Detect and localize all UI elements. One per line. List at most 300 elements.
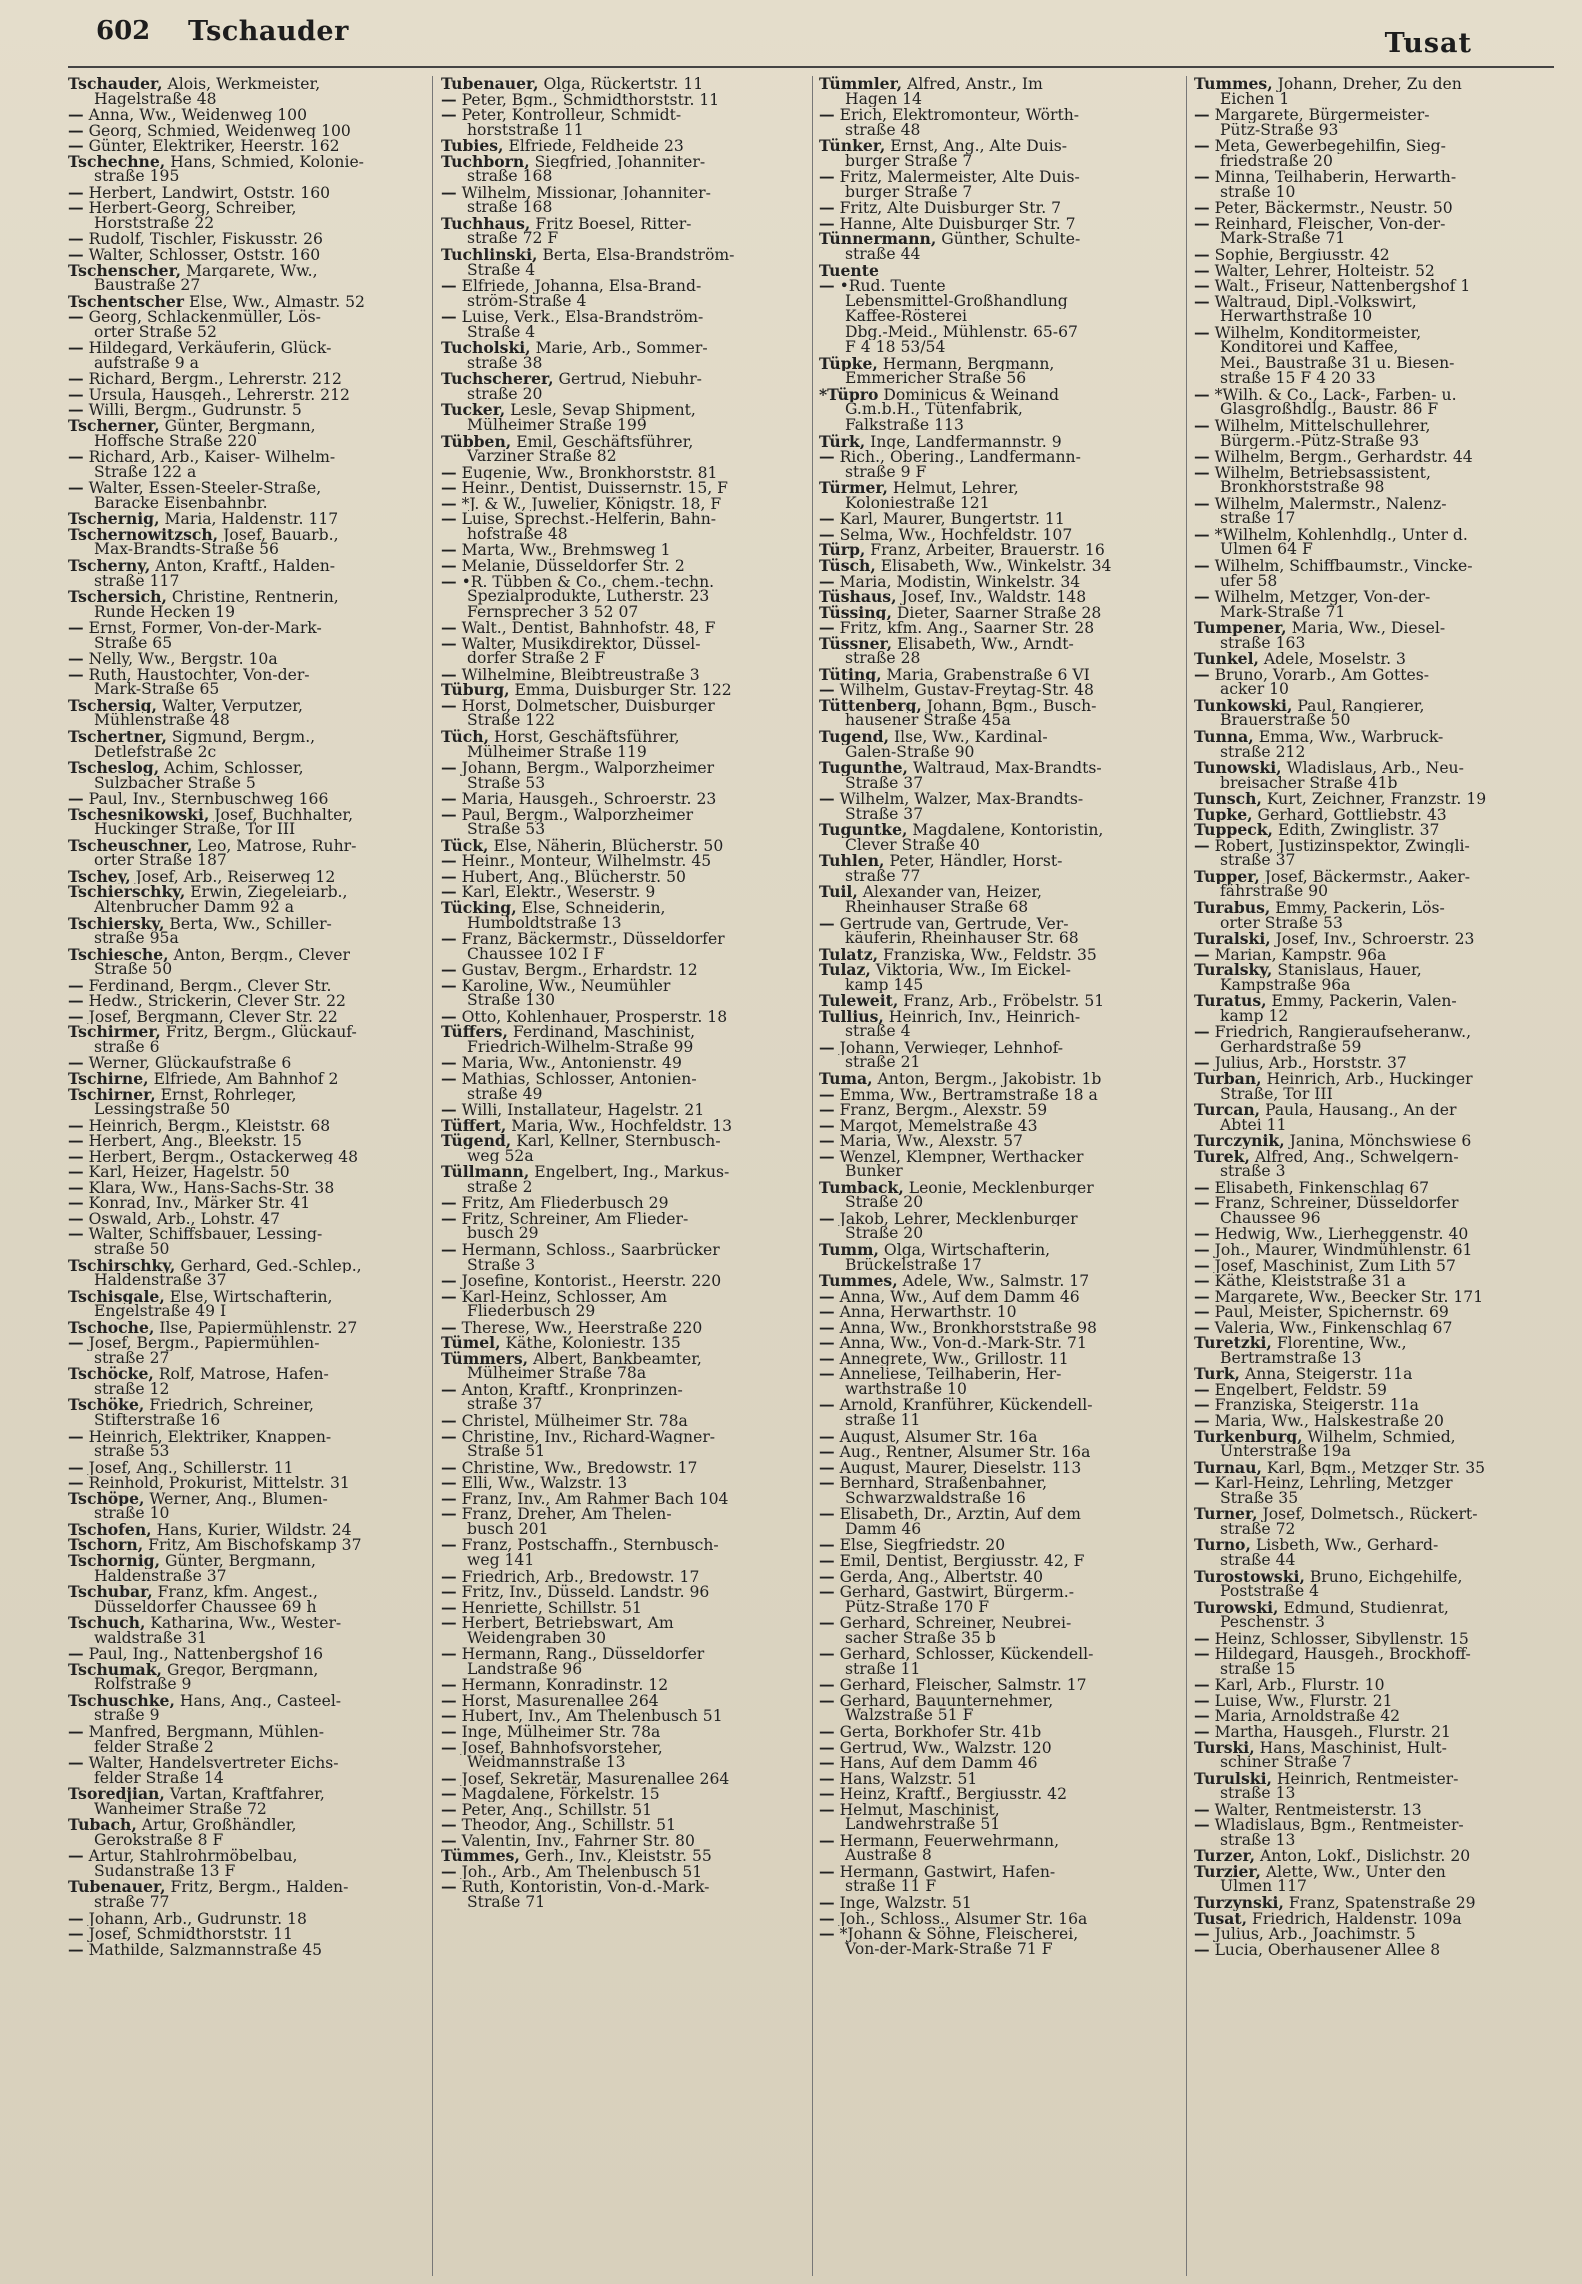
entry-first-line — [819, 1553, 1176, 1569]
entry-text: Richard, Bergm., Lehrerstr. 212 — [88, 371, 342, 387]
entry-first-line — [441, 1491, 805, 1507]
entry-name: Tubach, — [68, 1817, 137, 1833]
directory-entry — [819, 1429, 1176, 1445]
entry-text: Elisabeth, Ww., Winkelstr. 34 — [880, 557, 1112, 574]
entry-continuation-line — [441, 745, 805, 761]
entry-text: Franz, Bäckermstr., Düsseldorfer — [461, 931, 725, 947]
entry-name: — — [68, 231, 84, 248]
entry-name: — — [441, 278, 457, 294]
entry-first-line — [68, 1553, 423, 1569]
entry-text: Sudanstraße 13 F — [94, 1863, 236, 1880]
entry-text: Josef, Inv., Waldstr. 148 — [901, 589, 1087, 605]
entry-first-line — [1194, 1817, 1554, 1833]
entry-name: — — [441, 962, 457, 978]
entry-text: Richard, Arb., Kaiser- Wilhelm- — [88, 449, 336, 465]
entry-continuation-line — [441, 231, 805, 247]
entry-text: Gerhardstraße 59 — [1220, 1039, 1362, 1056]
directory-entry — [819, 1211, 1176, 1242]
entry-first-line — [1194, 807, 1554, 823]
entry-first-line — [441, 480, 805, 496]
entry-first-line — [68, 1009, 423, 1025]
entry-text: straße 49 — [467, 1086, 543, 1103]
entry-text: Gerhard, Fleischer, Salmstr. 17 — [839, 1677, 1087, 1693]
entry-name: Tugend, — [819, 728, 890, 745]
directory-entry — [819, 216, 1176, 232]
directory-entry — [1194, 791, 1554, 807]
entry-text: Otto, Kohlenhauer, Prosperstr. 18 — [461, 1008, 728, 1025]
directory-entry — [1194, 1926, 1554, 1942]
entry-continuation-line — [68, 1413, 423, 1429]
entry-first-line — [68, 1118, 423, 1134]
entry-text: Wilhelm, Gustav-Freytag-Str. 48 — [839, 682, 1094, 698]
entry-first-line — [68, 1258, 423, 1274]
entry-text: Wilhelm, Konditormeister, — [1214, 324, 1422, 341]
entry-text: Alexander van, Heizer, — [862, 884, 1043, 900]
directory-entry — [819, 1304, 1176, 1320]
entry-continuation-line — [819, 745, 1176, 761]
entry-text: Eichen 1 — [1220, 91, 1290, 108]
entry-first-line — [1194, 1475, 1554, 1491]
entry-text: Günther, Schulte- — [941, 231, 1081, 248]
entry-first-line — [68, 185, 423, 201]
entry-first-line — [441, 1413, 805, 1429]
entry-text: Alfred, Anstr., Im — [907, 76, 1043, 92]
entry-first-line — [1194, 278, 1554, 294]
entry-first-line — [1194, 947, 1554, 963]
entry-text: Altenbrucher Damm 92 a — [94, 899, 295, 916]
directory-entry — [819, 1506, 1176, 1537]
entry-text: Friedrich, Schreiner, — [149, 1397, 315, 1414]
entry-continuation-line — [819, 1631, 1176, 1647]
entry-text: August, Alsumer Str. 16a — [839, 1428, 1038, 1445]
directory-entry — [819, 962, 1176, 993]
entry-text: Olga, Wirtschafterin, — [883, 1242, 1051, 1258]
entry-continuation-line — [819, 1942, 1176, 1958]
entry-text: Friedrich-Wilhelm-Straße 99 — [467, 1039, 694, 1056]
directory-entry — [819, 511, 1176, 527]
entry-text: Gerda, Ang., Albertstr. 40 — [839, 1568, 1043, 1585]
entry-first-line — [1194, 900, 1554, 916]
entry-first-line — [68, 869, 423, 885]
entry-text: Wanheimer Straße 72 — [94, 1801, 267, 1818]
entry-text: Koloniestraße 121 — [845, 495, 990, 512]
directory-entry — [819, 1786, 1176, 1802]
entry-first-line — [441, 729, 805, 745]
directory-entry — [68, 1755, 423, 1786]
directory-entry — [68, 1366, 423, 1397]
entry-name: — — [68, 1428, 84, 1445]
entry-name: Turner, — [1194, 1506, 1258, 1522]
directory-entry — [1194, 667, 1554, 698]
entry-name: Tschofen, — [68, 1521, 152, 1538]
entry-text: Franz, Arb., Fröbelstr. 51 — [903, 993, 1105, 1009]
directory-entry — [441, 931, 805, 962]
entry-text: Johann, Dreher, Zu den — [1277, 76, 1462, 92]
entry-text: straße 13 — [1220, 1832, 1296, 1849]
entry-text: Henriette, Schillstr. 51 — [461, 1599, 642, 1616]
directory-entry — [68, 1848, 423, 1879]
entry-first-line — [68, 1429, 423, 1445]
directory-entry — [819, 884, 1176, 915]
directory-entry — [441, 92, 805, 108]
entry-first-line — [1194, 1506, 1554, 1522]
entry-first-line — [68, 123, 423, 139]
entry-name: — — [441, 1832, 457, 1849]
entry-text: Leo, Matrose, Ruhr- — [197, 837, 357, 854]
entry-text: straße 13 — [1220, 1786, 1296, 1802]
directory-entry — [68, 1258, 423, 1289]
entry-text: Waltraud, Max-Brandts- — [912, 760, 1102, 776]
entry-name: Turski, — [1194, 1739, 1255, 1756]
entry-text: Erwin, Ziegeleiarb., — [190, 884, 348, 900]
directory-entry — [441, 1351, 805, 1382]
entry-name: — — [819, 1428, 835, 1445]
directory-entry — [1194, 216, 1554, 247]
directory-entry — [1194, 1693, 1554, 1709]
entry-continuation-line — [441, 916, 805, 932]
entry-name: — — [1194, 247, 1210, 263]
directory-entry — [1194, 294, 1554, 325]
entry-first-line — [819, 853, 1176, 869]
directory-entry — [819, 1071, 1176, 1087]
entry-text: Stifterstraße 16 — [94, 1413, 221, 1429]
entry-text: F 4 18 53/54 — [845, 340, 946, 356]
entry-name: Tucholski, — [441, 340, 531, 356]
directory-entry — [819, 1693, 1176, 1724]
entry-text: Karl, Kellner, Sternbusch- — [516, 1133, 721, 1149]
directory-entry — [68, 838, 423, 869]
entry-first-line — [819, 1335, 1176, 1351]
directory-entry — [68, 791, 423, 807]
directory-entry — [1194, 1911, 1554, 1927]
entry-name: — — [441, 1599, 457, 1616]
directory-entry — [819, 1320, 1176, 1336]
entry-name: Tuhlen, — [819, 853, 885, 869]
entry-text: Fernsprecher 3 52 07 — [467, 604, 639, 621]
entry-text: Engelbert, Ing., Markus- — [534, 1164, 730, 1180]
entry-first-line — [819, 1537, 1176, 1553]
entry-name: Tümel, — [441, 1335, 501, 1351]
entry-text: Margarete, Bürgermeister- — [1214, 107, 1430, 123]
directory-entry — [819, 138, 1176, 169]
entry-name: — — [1194, 278, 1210, 294]
entry-text: Emmy, Packerin, Lös- — [1275, 899, 1445, 916]
entry-first-line — [819, 1180, 1176, 1196]
entry-first-line — [68, 294, 423, 310]
entry-text: Horststraße 22 — [94, 215, 215, 232]
entry-name: Tugunthe, — [819, 760, 908, 776]
entry-first-line — [1194, 1569, 1554, 1585]
entry-text: Wladislaus, Bgm., Rentmeister- — [1214, 1817, 1464, 1833]
entry-text: straße 50 — [94, 1242, 170, 1258]
entry-text: Rich., Obering., Landfermann- — [839, 449, 1081, 465]
directory-entry — [1194, 1226, 1554, 1242]
entry-first-line — [819, 138, 1176, 154]
entry-text: Walter, Verputzer, — [161, 697, 303, 714]
entry-text: straße 77 — [845, 868, 921, 885]
entry-name: — — [441, 1273, 457, 1289]
entry-first-line — [1194, 216, 1554, 232]
directory-entry — [1194, 76, 1554, 107]
entry-name: — — [441, 309, 457, 325]
entry-continuation-line — [819, 247, 1176, 263]
entry-first-line — [441, 1289, 805, 1305]
entry-name: Tucker, — [441, 402, 506, 419]
entry-first-line — [1194, 1133, 1554, 1149]
entry-continuation-line — [68, 1242, 423, 1258]
entry-first-line — [1194, 1071, 1554, 1087]
entry-text: Baustraße 27 — [94, 278, 201, 294]
entry-text: Mark-Straße 71 — [1220, 231, 1346, 248]
entry-continuation-line — [1194, 682, 1554, 698]
entry-text: Wilhelmine, Bleibtreustraße 3 — [461, 666, 700, 683]
directory-entry — [1194, 138, 1554, 169]
entry-text: Karl, Heizer, Hagelstr. 50 — [88, 1164, 290, 1180]
entry-text: straße 2 — [467, 1179, 533, 1196]
entry-text: Konditorei und Kaffee, — [1220, 340, 1399, 356]
entry-name: — — [819, 1335, 835, 1351]
entry-name: — — [441, 884, 457, 900]
entry-name: Tüpke, — [819, 355, 878, 372]
entry-first-line — [441, 76, 805, 92]
entry-text: Franz, Schreiner, Düsseldorfer — [1214, 1195, 1459, 1211]
directory-entry — [441, 107, 805, 138]
entry-name: Tschersich, — [68, 589, 167, 605]
entry-name: — — [819, 215, 835, 232]
entry-name: Tschornig, — [68, 1552, 160, 1569]
entry-first-line — [1194, 200, 1554, 216]
entry-continuation-line — [1194, 371, 1554, 387]
entry-text: Marian, Kampstr. 96a — [1214, 946, 1387, 963]
entry-name: Tuchlinski, — [441, 247, 538, 263]
entry-first-line — [819, 1677, 1176, 1693]
entry-name: Tullius, — [819, 1008, 884, 1025]
entry-text: Gerhard, Bauunternehmer, — [839, 1692, 1054, 1709]
entry-first-line — [441, 107, 805, 123]
entry-first-line — [1194, 247, 1554, 263]
entry-continuation-line — [68, 1382, 423, 1398]
entry-text: busch 201 — [467, 1521, 549, 1538]
entry-name: Tünnermann, — [819, 231, 937, 248]
directory-entry — [68, 231, 423, 247]
entry-first-line — [819, 1071, 1176, 1087]
entry-first-line — [68, 978, 423, 994]
entry-text: Anna, Ww., Weidenweg 100 — [88, 107, 308, 123]
directory-entry — [1194, 1677, 1554, 1693]
entry-text: Mühlenstraße 48 — [94, 713, 230, 729]
directory-entry — [441, 216, 805, 247]
entry-first-line — [1194, 1631, 1554, 1647]
entry-name: — — [819, 1444, 835, 1460]
entry-name: Tschenscher, — [68, 262, 182, 279]
directory-entry — [819, 1755, 1176, 1771]
entry-text: Hans, Kurier, Wildstr. 24 — [156, 1521, 352, 1538]
entry-name: — — [68, 1848, 84, 1864]
entry-first-line — [68, 993, 423, 1009]
entry-continuation-line — [68, 822, 423, 838]
entry-text: Janina, Mönchswiese 6 — [1289, 1133, 1472, 1149]
entry-text: Jakob, Lehrer, Mecklenburger — [839, 1210, 1078, 1227]
entry-text: Hans, Ang., Casteel- — [179, 1692, 342, 1709]
entry-text: Maria, Ww., Hochfeldstr. 13 — [511, 1117, 733, 1134]
directory-entry — [819, 1118, 1176, 1134]
entry-name: — — [441, 1817, 457, 1833]
entry-continuation-line — [819, 371, 1176, 387]
entry-text: Gerhard, Ged.-Schlep., — [180, 1257, 362, 1274]
entry-name: — — [68, 1459, 84, 1476]
directory-entry — [441, 884, 805, 900]
entry-first-line — [1194, 1320, 1554, 1336]
directory-entry — [68, 1149, 423, 1165]
entry-text: Franziska, Ww., Feldstr. 35 — [883, 946, 1097, 963]
entry-name: Tüsch, — [819, 557, 876, 574]
directory-entry — [819, 760, 1176, 791]
entry-text: Bruno, Vorarb., Am Gottes- — [1214, 666, 1430, 683]
directory-entry — [441, 1506, 805, 1537]
entry-text: Walter, Essen-Steeler-Straße, — [88, 480, 322, 496]
entry-text: Walzstraße 51 F — [845, 1708, 974, 1724]
entry-continuation-line — [1194, 340, 1554, 356]
entry-name: — — [819, 278, 835, 294]
entry-text: Straße 53 — [467, 822, 546, 838]
entry-name: Turban, — [1194, 1071, 1262, 1087]
entry-first-line — [441, 1009, 805, 1025]
entry-continuation-line — [819, 123, 1176, 139]
entry-text: Else, Siegfriedstr. 20 — [839, 1537, 1006, 1553]
entry-first-line — [819, 1040, 1176, 1056]
entry-first-line — [441, 1771, 805, 1787]
entry-name: — — [1194, 107, 1210, 123]
entry-name: — — [441, 1459, 457, 1476]
entry-name: Tumm, — [819, 1242, 879, 1258]
entry-continuation-line — [441, 527, 805, 543]
entry-text: Chaussee 102 I F — [467, 946, 605, 963]
entry-text: Fritz, Bergm., Glückauf- — [165, 1024, 357, 1040]
entry-text: Anton, Kraftf., Halden- — [155, 557, 336, 574]
entry-continuation-line — [441, 1258, 805, 1274]
entry-name: Turcan, — [1194, 1102, 1261, 1118]
entry-text: straße 72 — [1220, 1521, 1296, 1538]
entry-first-line — [1194, 1677, 1554, 1693]
entry-first-line — [1194, 558, 1554, 574]
entry-continuation-line — [1194, 776, 1554, 792]
entry-text: Fritz Boesel, Ritter- — [535, 215, 692, 232]
entry-text: Straße 122 — [467, 713, 556, 729]
directory-entry — [68, 1537, 423, 1553]
entry-text: Sigmund, Bergm., — [171, 728, 316, 745]
entry-first-line — [68, 760, 423, 776]
entry-text: Detlefstraße 2c — [94, 744, 217, 761]
directory-entry — [819, 1646, 1176, 1677]
entry-text: Günter, Elektriker, Heerstr. 162 — [88, 138, 340, 154]
entry-first-line — [819, 698, 1176, 714]
entry-text: Franz, Postschaffn., Sternbusch- — [461, 1537, 719, 1553]
entry-text: Peschenstr. 3 — [1220, 1615, 1325, 1631]
entry-continuation-line — [68, 1708, 423, 1724]
entry-continuation-line — [819, 713, 1176, 729]
entry-continuation-line — [441, 1444, 805, 1460]
entry-first-line — [68, 371, 423, 387]
directory-entry — [819, 791, 1176, 822]
entry-name: — — [441, 1615, 457, 1631]
entry-first-line — [441, 1802, 805, 1818]
directory-entry — [819, 434, 1176, 450]
directory-entry — [441, 278, 805, 309]
entry-continuation-line — [819, 340, 1176, 356]
directory-entry — [1194, 496, 1554, 527]
column-divider — [432, 76, 433, 2276]
entry-name: — — [441, 511, 457, 527]
entry-continuation-line — [441, 169, 805, 185]
directory-entry — [441, 480, 805, 496]
entry-first-line — [68, 1164, 423, 1180]
entry-name: — — [68, 620, 84, 636]
entry-first-line — [819, 1320, 1176, 1336]
entry-text: Straße 20 — [845, 1195, 924, 1211]
entry-text: Georg, Schmied, Weidenweg 100 — [88, 122, 351, 139]
entry-continuation-line — [441, 1662, 805, 1678]
entry-text: straße 38 — [467, 355, 543, 372]
entry-first-line — [441, 185, 805, 201]
directory-entry — [68, 1615, 423, 1646]
entry-continuation-line — [1194, 1879, 1554, 1895]
directory-entry — [441, 667, 805, 683]
entry-continuation-line — [819, 931, 1176, 947]
directory-entry — [1194, 263, 1554, 279]
entry-continuation-line — [68, 745, 423, 761]
entry-name: Tummes, — [1194, 76, 1273, 92]
entry-first-line — [819, 620, 1176, 636]
entry-first-line — [68, 667, 423, 683]
entry-text: Damm 46 — [845, 1521, 922, 1538]
entry-continuation-line — [1194, 1584, 1554, 1600]
entry-first-line — [819, 1506, 1176, 1522]
entry-name: Tunsch, — [1194, 791, 1262, 807]
directory-entry — [441, 1242, 805, 1273]
entry-name: Tunna, — [1194, 728, 1254, 745]
entry-text: Albert, Bankbeamter, — [533, 1350, 702, 1367]
entry-first-line — [1194, 651, 1554, 667]
entry-first-line — [441, 1693, 805, 1709]
directory-entry — [1194, 1724, 1554, 1740]
entry-text: Margot, Memelstraße 43 — [839, 1117, 1038, 1134]
entry-first-line — [819, 1273, 1176, 1289]
entry-text: straße 72 F — [467, 231, 559, 248]
entry-text: Margarete, Ww., — [186, 262, 318, 279]
directory-entry — [441, 1740, 805, 1771]
entry-first-line — [441, 1460, 805, 1476]
entry-text: Brauerstraße 50 — [1220, 713, 1351, 729]
directory-entry — [68, 309, 423, 340]
entry-first-line — [819, 1895, 1176, 1911]
entry-name: Tücking, — [441, 899, 517, 916]
entry-text: Karoline, Ww., Neumühler — [461, 977, 671, 994]
entry-continuation-line — [441, 123, 805, 139]
directory-entry — [68, 807, 423, 838]
entry-text: *Wilh. & Co., Lack-, Farben- u. — [1214, 386, 1457, 403]
entry-text: Paul, Meister, Spichernstr. 69 — [1214, 1304, 1449, 1320]
entry-name: — — [441, 666, 457, 683]
entry-text: Josef, Bauarb., — [223, 526, 339, 543]
entry-text: Straße 51 — [467, 1444, 546, 1460]
entry-name: — — [1194, 215, 1210, 232]
entry-name: Tunkowski, — [1194, 697, 1293, 714]
entry-continuation-line — [68, 1351, 423, 1367]
entry-name: Tuguntke, — [819, 822, 908, 838]
entry-continuation-line — [819, 92, 1176, 108]
entry-name: — — [441, 542, 457, 558]
directory-entry — [819, 574, 1176, 590]
